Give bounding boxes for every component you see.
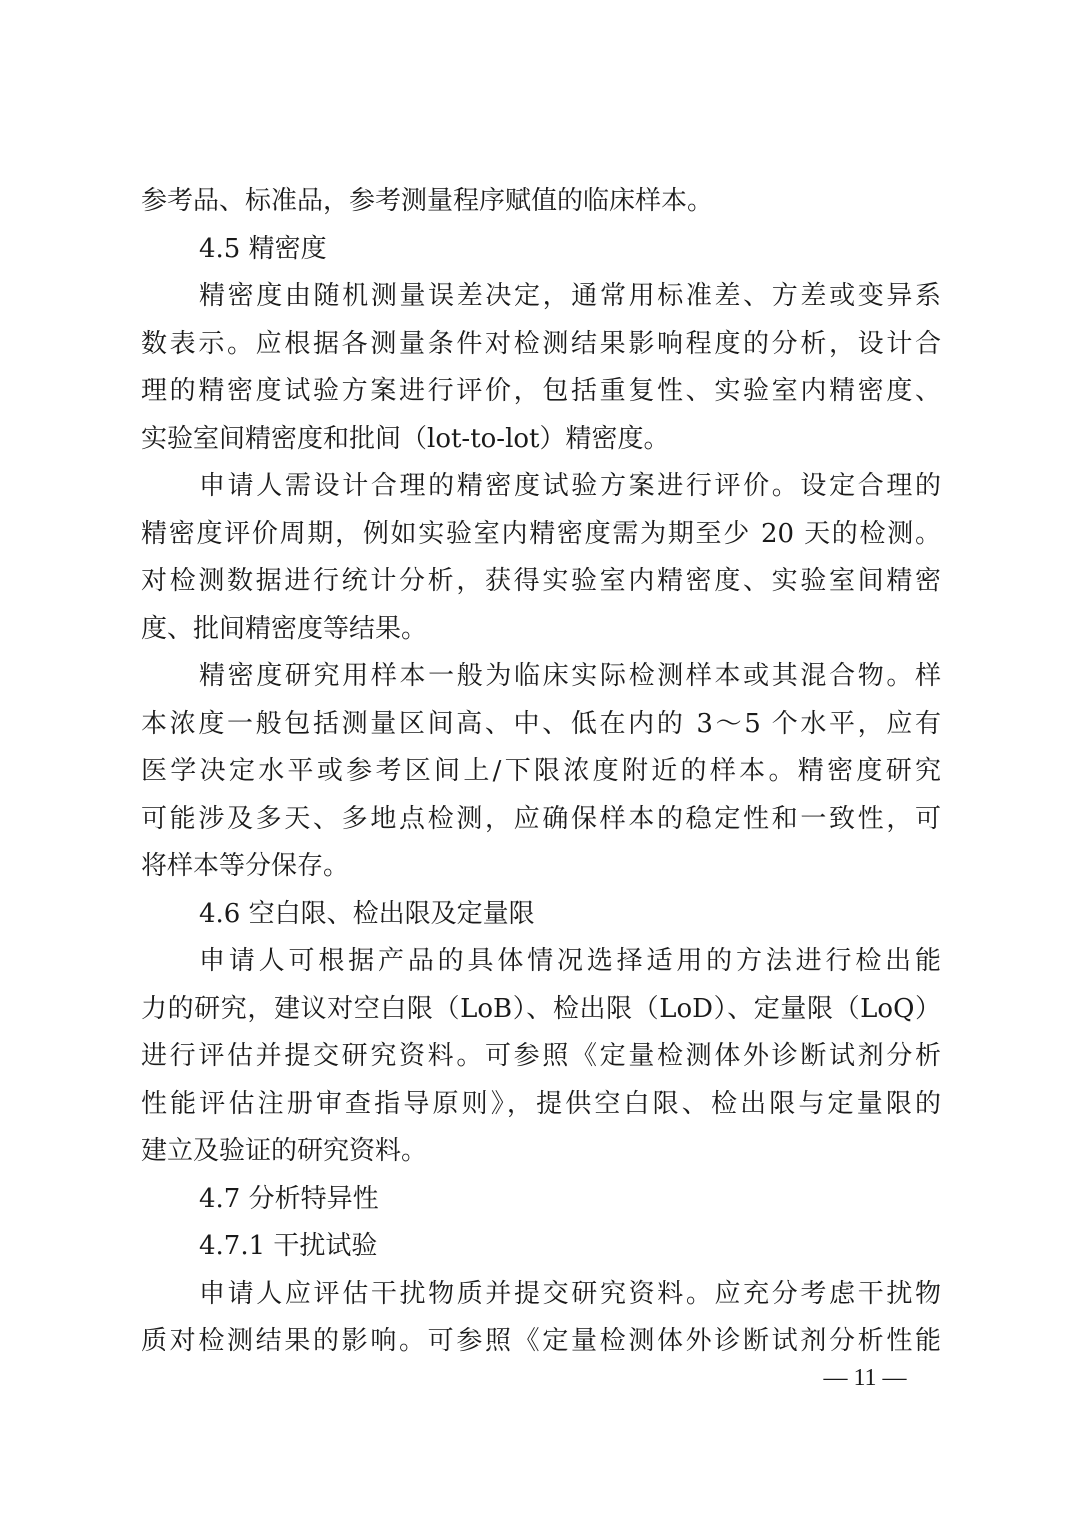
text-line: 本浓度一般包括测量区间高、中、低在内的 3～5 个水平，应有: [141, 708, 941, 739]
text-line: 进行评估并提交研究资料。可参照《定量检测体外诊断试剂分析: [141, 1041, 941, 1071]
text-line: 将样本等分保存。: [141, 851, 350, 881]
text-line: 医学决定水平或参考区间上/下限浓度附近的样本。精密度研究: [141, 756, 941, 786]
text-line: 力的研究，建议对空白限（LoB）、检出限（LoD）、定量限（LoQ）: [141, 993, 941, 1024]
text-line: 精密度评价周期，例如实验室内精密度需为期至少 20 天的检测。: [141, 518, 941, 549]
text-line: 申请人需设计合理的精密度试验方案进行评价。设定合理的: [199, 471, 941, 501]
document-body: [141, 178, 941, 1366]
text-line: 度、批间精密度等结果。: [141, 613, 428, 644]
section-heading-4-7-1: 4.7.1 干扰试验: [199, 1231, 378, 1261]
text-line: 精密度研究用样本一般为临床实际检测样本或其混合物。样: [199, 661, 941, 691]
text-line: 建立及验证的研究资料。: [141, 1136, 428, 1166]
text-line: 性能评估注册审查指导原则》，提供空白限、检出限与定量限的: [141, 1088, 941, 1119]
text-line: 申请人应评估干扰物质并提交研究资料。应充分考虑干扰物: [199, 1278, 941, 1309]
text-line: 理的精密度试验方案进行评价，包括重复性、实验室内精密度、: [141, 376, 941, 406]
text-line: 精密度由随机测量误差决定，通常用标准差、方差或变异系: [199, 281, 941, 311]
text-line: 申请人可根据产品的具体情况选择适用的方法进行检出能: [199, 946, 941, 976]
text-line: 参考品、标准品，参考测量程序赋值的临床样本。: [141, 186, 714, 216]
text-line: 数表示。应根据各测量条件对检测结果影响程度的分析，设计合: [141, 328, 941, 359]
text-line: 质对检测结果的影响。可参照《定量检测体外诊断试剂分析性能: [141, 1326, 941, 1356]
text-line: 可能涉及多天、多地点检测，应确保样本的稳定性和一致性，可: [141, 803, 941, 834]
section-heading-4-6: 4.6 空白限、检出限及定量限: [199, 898, 535, 929]
text-line: 实验室间精密度和批间（lot-to-lot）精密度。: [141, 423, 670, 454]
text-line: 对检测数据进行统计分析，获得实验室内精密度、实验室间精密: [141, 566, 941, 596]
section-heading-4-7: 4.7 分析特异性: [199, 1183, 379, 1214]
section-heading-4-5: 4.5 精密度: [199, 233, 327, 264]
page-number: — 11 —: [823, 1365, 907, 1391]
